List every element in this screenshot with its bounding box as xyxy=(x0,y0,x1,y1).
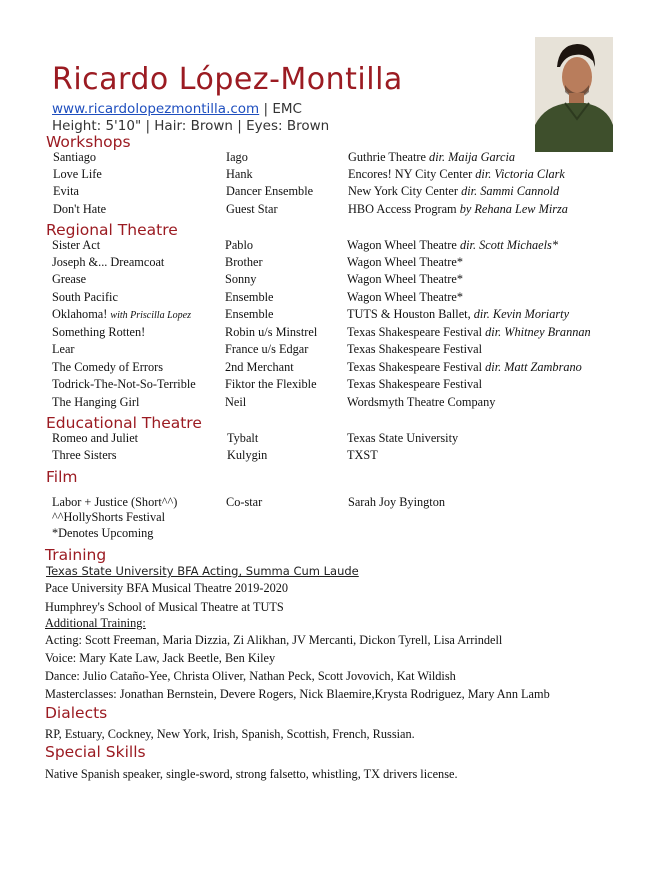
venue-name: HBO Access Program xyxy=(348,202,457,216)
credit-role: Brother xyxy=(225,255,263,269)
section-heading-film: Film xyxy=(46,468,78,486)
credit-venue: Wordsmyth Theatre Company xyxy=(347,395,496,409)
film-title: Labor + Justice (Short^^) xyxy=(52,495,178,509)
credit-venue: Texas State University xyxy=(347,431,459,445)
website-link[interactable]: www.ricardolopezmontilla.com xyxy=(52,101,260,117)
section-heading-workshops: Workshops xyxy=(46,133,131,151)
physical-stats: Height: 5'10" | Hair: Brown | Eyes: Brown xyxy=(52,118,330,134)
film-role: Co-star xyxy=(226,495,263,509)
film-director: Sarah Joy Byington xyxy=(348,495,446,509)
venue-credit: dir. Victoria Clark xyxy=(475,167,565,181)
credit-title: The Comedy of Errors xyxy=(52,360,163,374)
training-degree: Texas State University BFA Acting, Summa Cum Laude xyxy=(46,564,359,578)
credit-venue xyxy=(348,167,565,182)
credit-title: Don't Hate xyxy=(53,202,107,216)
credit-role: Tybalt xyxy=(227,431,259,445)
credit-venue xyxy=(348,184,559,199)
dialects-text: RP, Estuary, Cockney, New York, Irish, Spanish, Scottish, French, Russian. xyxy=(45,727,415,741)
credit-role: Neil xyxy=(225,395,247,409)
credit-title: Joseph &... Dreamcoat xyxy=(52,255,165,269)
section-heading-dialects: Dialects xyxy=(45,704,108,722)
venue-credit: dir. Maija Garcia xyxy=(429,150,516,164)
venue-credit: dir. Whitney Brannan xyxy=(485,325,591,339)
credit-title: Love Life xyxy=(53,167,102,181)
credit-role: Robin u/s Minstrel xyxy=(225,325,318,339)
section-heading-training: Training xyxy=(45,546,107,564)
credit-note: with Priscilla Lopez xyxy=(110,310,191,321)
credit-venue xyxy=(347,307,569,322)
credit-venue: Texas Shakespeare Festival xyxy=(347,377,483,391)
union-status: EMC xyxy=(272,101,302,117)
training-dance: Dance: Julio Cataño-Yee, Christa Oliver, Nathan Peck, Scott Jovovich, Kat Wildish xyxy=(45,669,456,683)
film-festival-note: ^^HollyShorts Festival xyxy=(52,510,165,524)
credit-title: Lear xyxy=(52,342,75,356)
venue-credit: by Rehana Lew Mirza xyxy=(459,202,568,216)
headshot-photo xyxy=(535,37,613,152)
credit-role: Ensemble xyxy=(225,290,274,304)
credit-title: The Hanging Girl xyxy=(52,395,140,409)
credit-venue xyxy=(347,238,558,253)
credit-role: Hank xyxy=(226,167,253,181)
venue-credit: dir. Matt Zambrano xyxy=(485,360,582,374)
credit-role: Pablo xyxy=(225,238,254,252)
credit-title: South Pacific xyxy=(52,290,118,304)
venue-name: Guthrie Theatre xyxy=(348,150,426,164)
section-heading-regional: Regional Theatre xyxy=(46,221,178,239)
contact-separator: | xyxy=(259,101,273,117)
credit-title: Something Rotten! xyxy=(52,325,146,339)
credit-venue: Wagon Wheel Theatre* xyxy=(347,290,464,304)
credit-venue xyxy=(347,360,582,375)
credit-title xyxy=(52,307,191,322)
venue-name: Texas Shakespeare Festival xyxy=(347,325,483,339)
section-heading-skills: Special Skills xyxy=(45,743,146,761)
credit-role: Fiktor the Flexible xyxy=(225,377,317,391)
credit-venue: TXST xyxy=(347,448,378,462)
venue-credit: dir. Scott Michaels* xyxy=(459,238,558,252)
credit-venue: Wagon Wheel Theatre* xyxy=(347,272,464,286)
credit-title: Sister Act xyxy=(52,238,101,252)
resume-name: Ricardo López-Montilla xyxy=(52,62,403,97)
credit-venue: Texas Shakespeare Festival xyxy=(347,342,483,356)
credit-venue: Wagon Wheel Theatre* xyxy=(347,255,464,269)
credit-title: Three Sisters xyxy=(52,448,117,462)
credit-role: Ensemble xyxy=(225,307,274,321)
venue-name: Wagon Wheel Theatre xyxy=(347,238,457,252)
credit-title: Evita xyxy=(53,184,79,198)
venue-credit: dir. Kevin Moriarty xyxy=(473,307,570,321)
venue-credit: dir. Sammi Cannold xyxy=(461,184,560,198)
credit-role: 2nd Merchant xyxy=(225,360,294,374)
credit-role: Guest Star xyxy=(226,202,278,216)
section-heading-educational: Educational Theatre xyxy=(46,414,202,432)
training-voice: Voice: Mary Kate Law, Jack Beetle, Ben Kiley xyxy=(45,651,276,665)
credit-venue xyxy=(348,150,515,165)
credit-role: Kulygin xyxy=(227,448,268,462)
credit-role: Iago xyxy=(226,150,248,164)
venue-name: Texas Shakespeare Festival xyxy=(347,360,483,374)
training-pace: Pace University BFA Musical Theatre 2019-2020 xyxy=(45,581,289,595)
credit-title: Santiago xyxy=(53,150,97,164)
credit-title: Grease xyxy=(52,272,87,286)
credit-title-text: Oklahoma! xyxy=(52,307,108,321)
credit-role: Sonny xyxy=(225,272,257,286)
credit-role: Dancer Ensemble xyxy=(226,184,314,198)
upcoming-note: *Denotes Upcoming xyxy=(52,526,154,540)
credit-role: France u/s Edgar xyxy=(225,342,309,356)
training-masterclasses: Masterclasses: Jonathan Bernstein, Devere Rogers, Nick Blaemire,Krysta Rodriguez, Mary Ann Lamb xyxy=(45,687,550,701)
venue-name: TUTS & Houston Ballet, xyxy=(347,307,471,321)
contact-line xyxy=(52,101,302,117)
credit-venue xyxy=(347,325,591,340)
credit-venue xyxy=(348,202,568,217)
venue-name: New York City Center xyxy=(348,184,458,198)
training-acting: Acting: Scott Freeman, Maria Dizzia, Zi Alikhan, JV Mercanti, Dickon Tyrell, Lisa Arrindell xyxy=(45,633,503,647)
training-humphrey: Humphrey's School of Musical Theatre at TUTS xyxy=(45,600,284,614)
additional-training-label: Additional Training: xyxy=(45,616,146,630)
skills-text: Native Spanish speaker, single-sword, strong falsetto, whistling, TX drivers license. xyxy=(45,767,458,781)
credit-title: Romeo and Juliet xyxy=(52,431,139,445)
credit-title: Todrick-The-Not-So-Terrible xyxy=(52,377,196,391)
venue-name: Encores! NY City Center xyxy=(348,167,473,181)
